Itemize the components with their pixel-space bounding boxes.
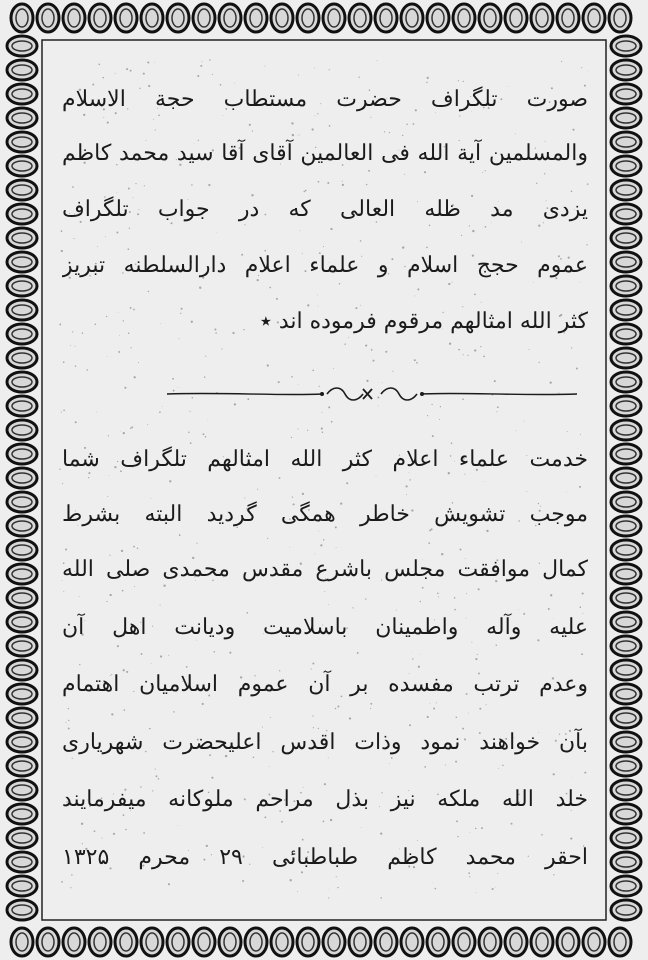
border-link [401,4,423,32]
border-link [609,928,631,956]
border-link [375,928,397,956]
border-link [427,4,449,32]
border-link [167,4,189,32]
border-link [141,928,163,956]
border-link [63,928,85,956]
border-link [531,928,553,956]
border-link [63,4,85,32]
border-link [323,4,345,32]
border-link [453,4,475,32]
border-link [505,4,527,32]
body-line-3: کمال موافقت مجلس باشرع مقدس محمدی صلی الله [62,557,588,582]
border-link [297,4,319,32]
border-link [531,4,553,32]
border-link [453,928,475,956]
border-link [37,4,59,32]
border-link [349,4,371,32]
border-link [245,928,267,956]
border-link [323,928,345,956]
border-link [115,928,137,956]
border-link [11,928,33,956]
border-link [349,928,371,956]
border-link [245,4,267,32]
signature-name: احقر محمد کاظم طباطبائی [271,845,588,870]
border-link [401,928,423,956]
body-line-7: خلد الله ملکه نیز بذل مراحم ملوکانه میفرمایند [62,787,588,812]
border-link [219,4,241,32]
border-link [37,928,59,956]
border-link [271,4,293,32]
body-line-6: بآن خواهند نمود وذات اقدس اعلیحضرت شهریاری [62,730,588,755]
heading-line-2: والمسلمین آیة الله فی العالمین آقای آقا سید محمد کاظم [62,141,588,166]
border-link [479,928,501,956]
border-link [193,928,215,956]
border-link [375,4,397,32]
heading-line-5: کثر الله امثالهم مرقوم فرموده اند ٭ [259,309,588,334]
border-link [11,4,33,32]
border-link [193,4,215,32]
heading-line-4: عموم حجج اسلام و علماء اعلام دارالسلطنه تبریز [62,253,588,278]
border-link [89,4,111,32]
body-line-1: خدمت علماء اعلام کثر الله امثالهم تلگراف شما [62,447,588,472]
heading-line-1: صورت تلگراف حضرت مستطاب حجة الاسلام [62,87,588,112]
border-link [167,928,189,956]
signature-line [62,840,588,876]
border-link [557,928,579,956]
border-link [583,4,605,32]
border-link [609,4,631,32]
border-link [427,928,449,956]
border-link [297,928,319,956]
scroll-ornament-divider-icon [162,382,582,406]
border-link [89,928,111,956]
border-link [583,928,605,956]
border-link [271,928,293,956]
signature-date: ۲۹ محرم ۱۳۲۵ [62,845,243,870]
border-link [115,4,137,32]
border-link [219,928,241,956]
border-link [557,4,579,32]
heading-line-3: یزدی مد ظله العالی که در جواب تلگراف [62,197,588,222]
body-line-4: علیه وآله واطمینان باسلامیت ودیانت اهل آن [62,615,588,640]
body-line-2: موجب تشویش خاطر همگی گردید البته بشرط [62,502,588,527]
letter-text [62,82,588,872]
body-line-5: وعدم ترتب مفسده بر آن عموم اسلامیان اهتمام [62,672,588,697]
border-link [141,4,163,32]
border-link [505,928,527,956]
border-link [479,4,501,32]
